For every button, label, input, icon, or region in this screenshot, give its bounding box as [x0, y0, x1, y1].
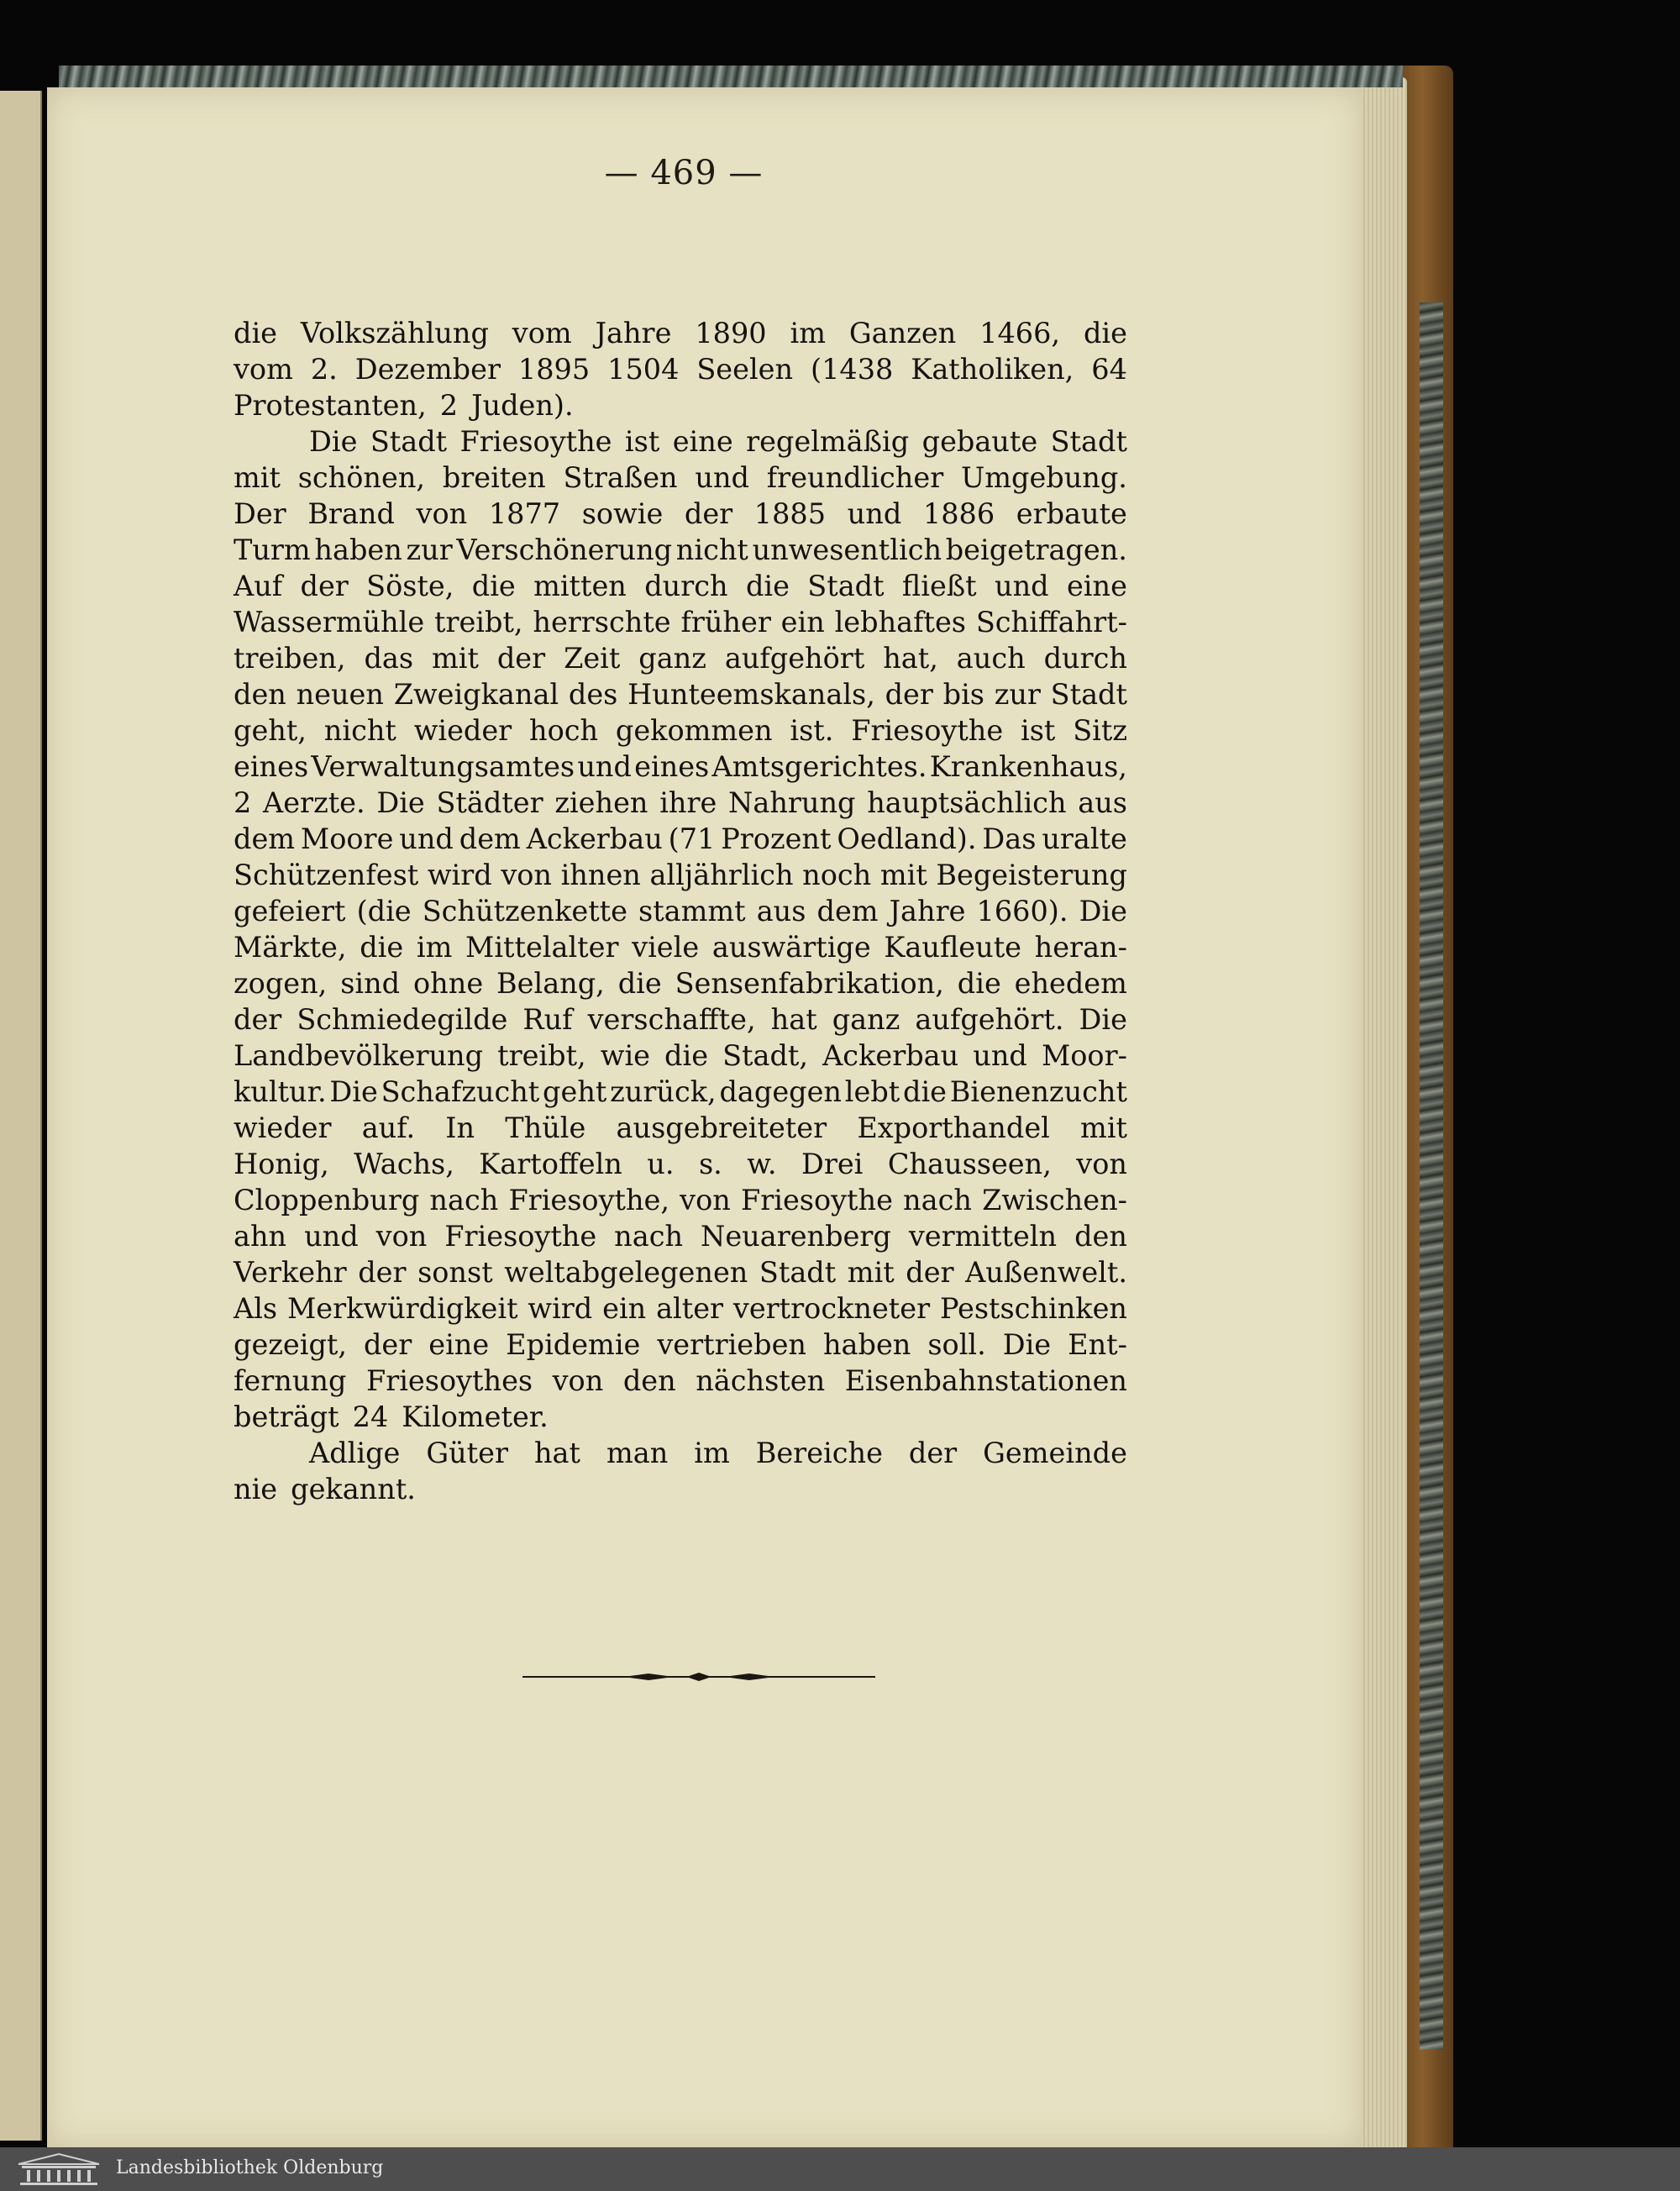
word: im: [694, 1437, 730, 1469]
word: stammt: [638, 895, 746, 927]
word: Verschönerung: [456, 533, 673, 566]
word: Schiffahrt-: [975, 606, 1127, 638]
word: ohne: [413, 967, 484, 1000]
text-line: [234, 676, 1127, 712]
word: des: [568, 678, 618, 711]
word: Belang,: [496, 967, 605, 1000]
word: 1885: [753, 497, 827, 530]
text-line: [234, 712, 1127, 749]
word: gefeiert: [234, 895, 346, 927]
word: Volkszählung: [300, 317, 489, 349]
word: Sitz: [1073, 714, 1127, 747]
word: Stadt,: [722, 1039, 809, 1072]
word: Die: [1079, 1003, 1127, 1036]
word: den: [622, 1364, 676, 1397]
text-line: [234, 460, 1127, 496]
word: vermitteln: [908, 1220, 1058, 1253]
footer-institution-label: Landesbibliothek Oldenburg: [116, 2157, 384, 2178]
word: von: [501, 859, 552, 891]
word: durch: [644, 570, 728, 602]
word: Exporthandel: [857, 1111, 1050, 1144]
word: Neuarenberg: [701, 1220, 891, 1253]
text-line: [234, 496, 1127, 532]
word: eine: [428, 1328, 490, 1361]
word: dem: [459, 822, 521, 855]
word: heran-: [1034, 931, 1127, 964]
word: breiten: [442, 461, 546, 494]
word: ganz: [832, 1003, 900, 1036]
word: soll.: [927, 1328, 986, 1361]
word: 24: [352, 1400, 389, 1433]
text-line: [234, 1363, 1127, 1399]
text-line: [234, 1001, 1127, 1038]
word: Güter: [426, 1437, 508, 1469]
word: mit: [847, 1256, 895, 1289]
word: aus: [1078, 786, 1127, 819]
word: Prozent: [721, 822, 832, 855]
word: Kilometer.: [402, 1400, 549, 1433]
word: Epidemie: [506, 1328, 641, 1361]
word: Stadt: [1050, 678, 1127, 711]
word: Bereiche: [755, 1437, 883, 1469]
word: ganz: [638, 642, 706, 675]
text-line: [234, 604, 1127, 640]
word: Cloppenburg: [234, 1184, 420, 1216]
word: 1886: [922, 497, 995, 530]
word: zurück,: [610, 1075, 717, 1108]
word: (die: [356, 895, 412, 927]
word: 1890: [695, 317, 767, 349]
word: der: [363, 1328, 412, 1361]
word: Katholiken,: [911, 353, 1074, 386]
word: ist.: [790, 714, 834, 747]
word: vom: [512, 317, 572, 349]
word: Oedland).: [837, 822, 977, 855]
word: ein: [602, 1292, 647, 1325]
word: verschaffte,: [587, 1003, 756, 1036]
word: geht,: [234, 714, 307, 747]
word: der: [908, 1437, 958, 1469]
text-line: [234, 1182, 1127, 1218]
word: Drei: [801, 1148, 864, 1180]
word: der: [684, 497, 733, 530]
word: Friesoythe,: [508, 1184, 670, 1216]
word: viele: [632, 931, 700, 964]
word: hat,: [883, 642, 938, 675]
word: und: [973, 1039, 1027, 1072]
text-line: [234, 568, 1127, 604]
word: gezeigt,: [234, 1328, 348, 1361]
word: haben: [822, 1328, 911, 1361]
word: ziehen: [554, 786, 648, 819]
word: den: [1074, 1220, 1127, 1253]
word: von: [680, 1184, 731, 1216]
word: Pestschinken: [939, 1292, 1127, 1325]
word: Thüle: [505, 1111, 586, 1144]
word: Ackerbau: [822, 1039, 959, 1072]
word: der: [300, 570, 349, 602]
text-line: [234, 1038, 1127, 1074]
word: freundlicher: [766, 461, 944, 494]
word: weltabgelegenen: [504, 1256, 748, 1289]
word: Friesoythe: [459, 425, 612, 458]
word: 64: [1091, 353, 1127, 386]
word: nächsten: [696, 1364, 826, 1397]
text-line: [234, 1254, 1127, 1290]
word: Moore: [300, 822, 394, 855]
text-line: [234, 1471, 1127, 1507]
page-number: — 469 —: [604, 154, 764, 192]
word: früher: [680, 606, 771, 638]
word: gekommen: [615, 714, 773, 747]
top-marbled-edge: [59, 66, 1403, 87]
word: die: [234, 317, 277, 349]
word: Der: [234, 497, 286, 530]
word: 1504: [607, 353, 680, 386]
word: zogen,: [234, 967, 328, 1000]
word: Dezember: [354, 353, 501, 386]
word: mit: [879, 859, 927, 891]
word: Stadt: [370, 425, 448, 458]
word: uralte: [1042, 822, 1127, 855]
word: Die: [309, 425, 358, 458]
word: Verkehr: [234, 1256, 347, 1289]
word: dem: [816, 895, 879, 927]
word: treibt,: [497, 1039, 586, 1072]
word: auf.: [361, 1111, 416, 1144]
word: hauptsächlich: [867, 786, 1067, 819]
word: Begeisterung: [936, 859, 1127, 891]
word: der: [906, 1256, 954, 1289]
word: Stadt: [1050, 425, 1127, 458]
word: wieder: [234, 1111, 332, 1144]
word: das: [364, 642, 414, 675]
word: fließt: [901, 570, 977, 602]
word: Die: [376, 786, 425, 819]
word: erbaute: [1016, 497, 1127, 530]
word: schönen,: [297, 461, 426, 494]
word: aus: [756, 895, 806, 927]
text-line: [234, 423, 1127, 460]
word: Als: [234, 1292, 278, 1325]
word: sowie: [581, 497, 664, 530]
word: den: [234, 678, 286, 711]
word: Nahrung: [728, 786, 856, 819]
text-line: [234, 532, 1127, 568]
word: Stadt: [759, 1256, 837, 1289]
text-line: [234, 1327, 1127, 1363]
text-line: [234, 1074, 1127, 1110]
word: Städter: [436, 786, 543, 819]
word: ist: [624, 425, 660, 458]
text-line: [234, 1218, 1127, 1254]
marbled-cover-edge: [1420, 302, 1443, 2050]
word: Brand: [307, 497, 395, 530]
word: kultur.: [234, 1075, 327, 1108]
word: die: [617, 967, 662, 1000]
word: regelmäßig: [746, 425, 910, 458]
word: ist: [1021, 714, 1056, 747]
word: dagegen: [719, 1075, 842, 1108]
word: nicht: [323, 714, 396, 747]
word: Umgebung.: [961, 461, 1127, 494]
word: bis: [942, 678, 984, 711]
word: Friesoythe: [851, 714, 1004, 747]
word: Adlige: [309, 1437, 401, 1469]
word: Auf: [234, 570, 283, 602]
word: der: [885, 678, 933, 711]
word: Amtsgerichtes.: [711, 750, 927, 783]
word: der: [496, 642, 546, 675]
word: gebaute: [921, 425, 1038, 458]
page-stack-edge: [1357, 77, 1407, 2152]
word: im: [790, 317, 826, 349]
text-line: [234, 1399, 1127, 1435]
word: der: [358, 1256, 407, 1289]
word: Krankenhaus,: [929, 750, 1127, 783]
word: die: [1083, 317, 1127, 349]
word: wieder: [413, 714, 512, 747]
library-building-icon: [15, 2152, 102, 2186]
word: 2: [439, 389, 459, 422]
text-line: [234, 893, 1127, 929]
word: nie: [234, 1473, 278, 1505]
word: wie: [600, 1039, 650, 1072]
text-line: [234, 965, 1127, 1001]
word: nach: [903, 1184, 972, 1216]
word: Die: [1002, 1328, 1052, 1361]
word: Moor-: [1041, 1039, 1127, 1072]
word: Die: [329, 1075, 378, 1108]
word: der: [234, 1003, 282, 1036]
word: Gemeinde: [983, 1437, 1127, 1469]
word: wird: [528, 1292, 593, 1325]
word: In: [445, 1111, 475, 1144]
word: ahn: [234, 1220, 287, 1253]
word: eines: [234, 750, 309, 783]
word: vom: [234, 353, 293, 386]
word: hat: [533, 1437, 580, 1469]
text-line: [234, 1110, 1127, 1146]
text-line: [234, 351, 1127, 387]
word: auch: [956, 642, 1026, 675]
word: ausgebreiteter: [616, 1111, 827, 1144]
word: nicht: [675, 533, 748, 566]
word: eine: [672, 425, 733, 458]
word: neuen: [296, 678, 384, 711]
word: Friesoythe: [740, 1184, 893, 1216]
word: die: [957, 967, 1001, 1000]
word: aufgehört.: [915, 1003, 1064, 1036]
word: unwesentlich: [752, 533, 942, 566]
left-page-edge: [0, 91, 42, 2141]
word: 1895: [517, 353, 591, 386]
word: herrschte: [533, 606, 671, 638]
word: ein: [780, 606, 825, 638]
word: hat: [770, 1003, 817, 1036]
word: Außenwelt.: [965, 1256, 1127, 1289]
word: Juden).: [471, 389, 574, 422]
text-line: [234, 387, 1127, 423]
text-line: [234, 821, 1127, 857]
word: Verwaltungsamtes: [311, 750, 575, 783]
word: Protestanten,: [234, 389, 427, 422]
text-line: [234, 640, 1127, 676]
word: treiben,: [234, 642, 346, 675]
word: Hunteemskanals,: [627, 678, 875, 711]
word: s.: [698, 1148, 722, 1180]
word: Friesoythes: [365, 1364, 533, 1397]
word: sind: [340, 967, 401, 1000]
word: auswärtige: [711, 931, 871, 964]
word: dem: [234, 822, 296, 855]
word: Merkwürdigkeit: [286, 1292, 518, 1325]
text-line: [234, 1435, 1127, 1471]
word: 1466,: [979, 317, 1061, 349]
word: ehedem: [1014, 967, 1127, 1000]
word: von: [552, 1364, 604, 1397]
word: mit: [234, 461, 281, 494]
word: nach: [614, 1220, 684, 1253]
word: Bienenzucht: [949, 1075, 1127, 1108]
word: vertrieben: [657, 1328, 806, 1361]
word: Ruf: [522, 1003, 573, 1036]
word: und: [399, 822, 454, 855]
word: ihre: [659, 786, 717, 819]
word: mit: [1080, 1111, 1127, 1144]
ornament-divider: [522, 1670, 875, 1684]
word: Schützenkette: [422, 895, 627, 927]
word: Seelen: [696, 353, 794, 386]
word: w.: [747, 1148, 777, 1180]
word: man: [606, 1437, 669, 1469]
word: Friesoythe: [444, 1220, 597, 1253]
text-line: [234, 1146, 1127, 1182]
word: durch: [1043, 642, 1127, 675]
word: Die: [1079, 895, 1127, 927]
text-line: [234, 857, 1127, 893]
word: 1877: [488, 497, 561, 530]
word: Ganzen: [848, 317, 957, 349]
word: die: [360, 931, 404, 964]
text-line: [234, 315, 1127, 351]
word: von: [1076, 1148, 1127, 1180]
word: lebhaftes: [834, 606, 967, 638]
word: Jahre: [889, 895, 966, 927]
word: vertrockneter: [732, 1292, 931, 1325]
word: Schafzucht: [381, 1075, 540, 1108]
word: die: [903, 1075, 947, 1108]
word: Jahre: [595, 317, 672, 349]
word: und: [304, 1220, 359, 1253]
word: die: [745, 570, 790, 602]
word: Wassermühle: [234, 606, 425, 638]
text-line: [234, 1290, 1127, 1327]
word: Märkte,: [234, 931, 347, 964]
word: Zwischen-: [982, 1184, 1127, 1216]
word: Schützenfest: [234, 859, 419, 891]
word: fernung: [234, 1364, 347, 1397]
word: Aerzte.: [263, 786, 365, 819]
word: beigetragen.: [945, 533, 1127, 566]
word: Das: [982, 822, 1037, 855]
word: 1660).: [976, 895, 1068, 927]
word: im: [416, 931, 453, 964]
word: u.: [647, 1148, 675, 1180]
word: sonst: [417, 1256, 493, 1289]
word: beträgt: [234, 1400, 339, 1433]
word: hoch: [529, 714, 599, 747]
text-line: [234, 749, 1127, 785]
word: die: [664, 1039, 709, 1072]
word: alter: [656, 1292, 724, 1325]
word: und: [695, 461, 750, 494]
word: mitten: [533, 570, 627, 602]
word: aufgehört: [724, 642, 865, 675]
word: Eisenbahnstationen: [844, 1364, 1127, 1397]
word: Wachs,: [354, 1148, 454, 1180]
word: die: [471, 570, 516, 602]
word: 2.: [310, 353, 338, 386]
text-line: [234, 929, 1127, 965]
word: Kartoffeln: [479, 1148, 622, 1180]
word: Söste,: [366, 570, 454, 602]
word: Honig,: [234, 1148, 329, 1180]
word: von: [375, 1220, 428, 1253]
word: nach: [429, 1184, 499, 1216]
word: lebt: [844, 1075, 900, 1108]
word: treibt,: [433, 606, 523, 638]
word: ihnen: [560, 859, 641, 891]
word: Ackerbau: [526, 822, 663, 855]
word: Kaufleute: [884, 931, 1021, 964]
word: eine: [1066, 570, 1127, 602]
word: (1438: [811, 353, 894, 386]
word: zur: [406, 533, 453, 566]
word: Mittelalter: [465, 931, 619, 964]
word: Stadt: [807, 570, 885, 602]
word: und: [847, 497, 902, 530]
word: eines: [634, 750, 710, 783]
word: Landbevölkerung: [234, 1039, 484, 1072]
word: geht: [543, 1075, 607, 1108]
word: noch: [802, 859, 872, 891]
word: Turm: [234, 533, 311, 566]
word: haben: [314, 533, 402, 566]
word: und: [995, 570, 1049, 602]
word: wird: [427, 859, 492, 891]
word: mit: [431, 642, 479, 675]
word: Schmiedegilde: [297, 1003, 508, 1036]
word: zur: [994, 678, 1041, 711]
word: und: [577, 750, 632, 783]
word: alljährlich: [649, 859, 794, 891]
word: Zweigkanal: [393, 678, 559, 711]
body-text: [234, 315, 1127, 1507]
word: gekannt.: [291, 1473, 416, 1505]
word: (71: [668, 822, 716, 855]
word: Straßen: [563, 461, 678, 494]
word: von: [416, 497, 468, 530]
word: Zeit: [564, 642, 621, 675]
word: Sensenfabrikation,: [675, 967, 944, 1000]
word: Chausseen,: [887, 1148, 1052, 1180]
word: 2: [234, 786, 252, 819]
word: Ent-: [1068, 1328, 1127, 1361]
text-line: [234, 785, 1127, 821]
